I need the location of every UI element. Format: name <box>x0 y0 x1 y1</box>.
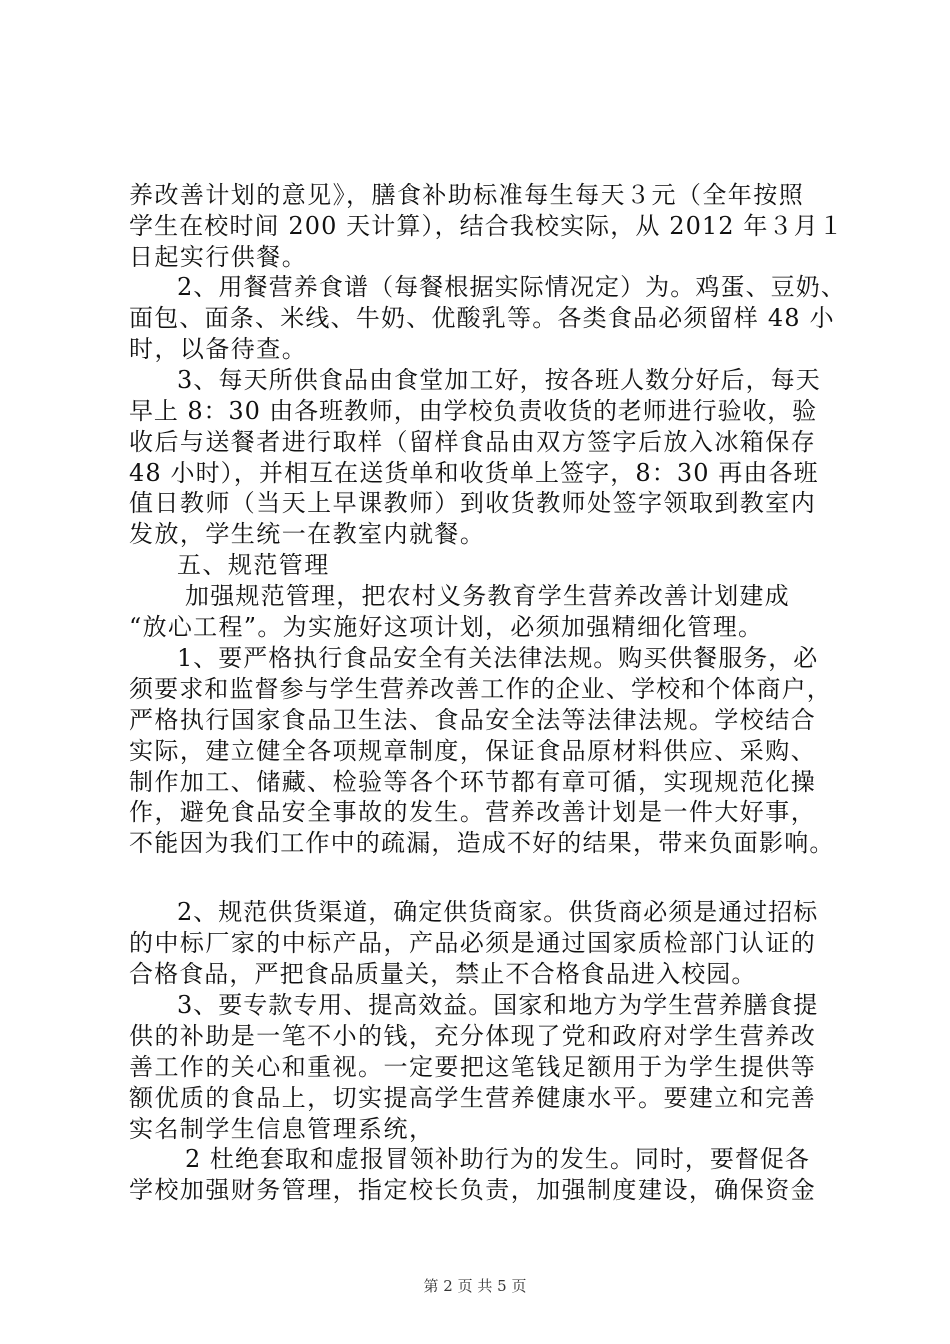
text-line: 发放，学生统一在教室内就餐。 <box>129 520 486 548</box>
text-line: 学校加强财务管理，指定校长负责，加强制度建设，确保资金 <box>129 1176 817 1204</box>
text-line: 面包、面条、米线、牛奶、优酸乳等。各类食品必须留样 48 小 <box>129 304 835 332</box>
text-line: 善工作的关心和重视。一定要把这笔钱足额用于为学生提供等 <box>129 1053 817 1081</box>
text-line: 作，避免食品安全事故的发生。营养改善计划是一件大好事， <box>129 798 817 826</box>
text-line: 2、规范供货渠道，确定供货商家。供货商必须是通过招标 <box>177 898 819 926</box>
text-line: 不能因为我们工作中的疏漏，造成不好的结果，带来负面影响。 <box>129 829 835 857</box>
text-line: 日起实行供餐。 <box>129 243 308 271</box>
text-line: 时，以备待查。 <box>129 335 308 363</box>
text-line: 2 杜绝套取和虚报冒领补助行为的发生。同时，要督促各 <box>185 1145 810 1173</box>
text-line: 的中标厂家的中标产品，产品必须是通过国家质检部门认证的 <box>129 929 817 957</box>
text-line: 3、要专款专用、提高效益。国家和地方为学生营养膳食提 <box>177 991 819 1019</box>
text-line: 实名制学生信息管理系统， <box>129 1115 435 1143</box>
text-line: 2、用餐营养食谱（每餐根据实际情况定）为。鸡蛋、豆奶、 <box>177 273 846 301</box>
text-line: 加强规范管理，把农村义务教育学生营养改善计划建成 <box>185 582 790 610</box>
text-line: 48 小时），并相互在送货单和收货单上签字，8：30 再由各班 <box>129 459 819 487</box>
page-number-footer: 第 2 页 共 5 页 <box>423 1277 527 1295</box>
text-line: “放心工程”。为实施好这项计划，必须加强精细化管理。 <box>129 613 764 641</box>
text-line: 1、要严格执行食品安全有关法律法规。购买供餐服务，必 <box>177 644 819 672</box>
text-line: 额优质的食品上，切实提高学生营养健康水平。要建立和完善 <box>129 1084 817 1112</box>
text-line: 严格执行国家食品卫生法、食品安全法等法律法规。学校结合 <box>129 706 817 734</box>
text-line: 供的补助是一笔不小的钱，充分体现了党和政府对学生营养改 <box>129 1022 817 1050</box>
text-line: 合格食品，严把食品质量关，禁止不合格食品进入校园。 <box>129 960 757 988</box>
text-line: 收后与送餐者进行取样（留样食品由双方签字后放入冰箱保存 <box>129 428 817 456</box>
text-line: 学生在校时间 200 天计算），结合我校实际，从 2012 年３月１ <box>129 212 844 240</box>
text-line: 值日教师（当天上早课教师）到收货教师处签字领取到教室内 <box>129 489 817 517</box>
text-line: 早上 8：30 由各班教师，由学校负责收货的老师进行验收，验 <box>129 397 818 425</box>
section-heading: 五、规范管理 <box>177 551 330 579</box>
text-line: 3、每天所供食品由食堂加工好，按各班人数分好后，每天 <box>177 366 821 394</box>
text-line: 养改善计划的意见》，膳食补助标准每生每天３元（全年按照 <box>129 181 805 209</box>
text-line: 制作加工、储藏、检验等各个环节都有章可循，实现规范化操 <box>129 768 817 796</box>
text-line: 实际，建立健全各项规章制度，保证食品原材料供应、采购、 <box>129 737 817 765</box>
text-line: 须要求和监督参与学生营养改善工作的企业、学校和个体商户， <box>129 675 832 703</box>
